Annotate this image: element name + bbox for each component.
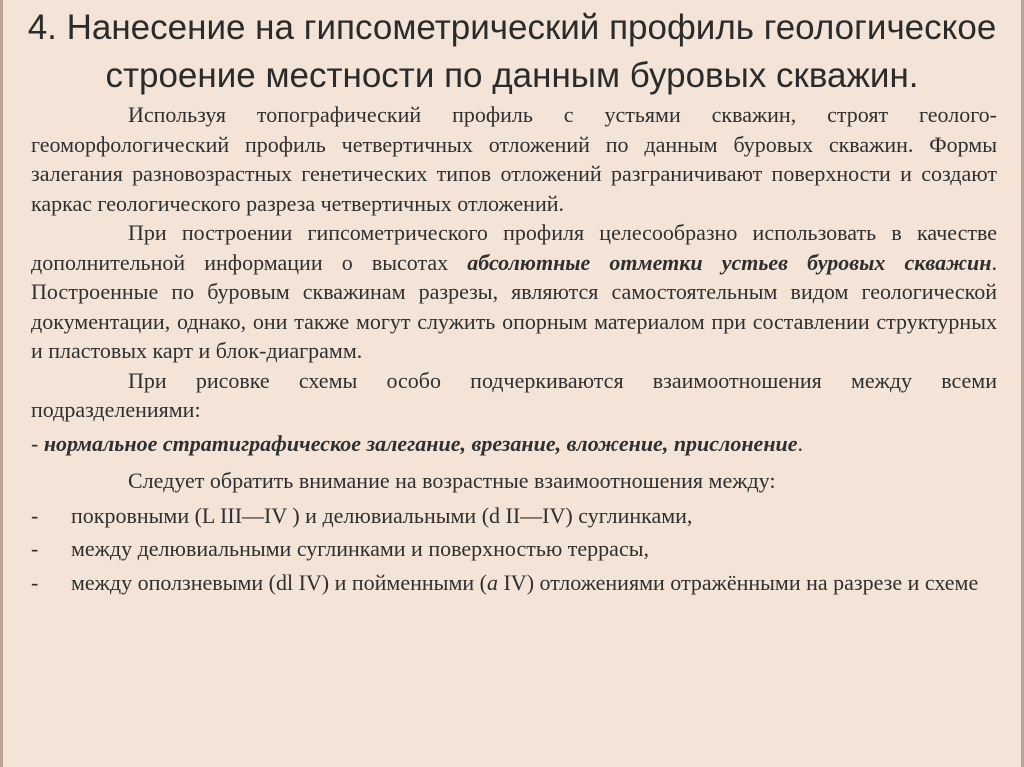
title-line-2: строение местности по данным буровых скважин. <box>105 56 919 95</box>
relations-period: . <box>797 430 804 456</box>
list-item-cover-loams <box>31 501 997 531</box>
list-dash: - <box>31 569 39 595</box>
list-item-terrace <box>31 534 997 564</box>
title-line-1: 4. Нанесение на гипсометрический профиль геологическое <box>27 8 997 47</box>
relations-emphasis: нормальное стратиграфическое залегание, врезание, вложение, прислонение <box>43 430 798 456</box>
paragraph-topographic-profile: Используя топографический профиль с устьями скважин, строят геолого-геоморфологический профиль четвертичных отложений по данным буровых скважин. Формы залегания разновозрастных генетических типов отложений разграничивают поверхности и создают каркас геологического разреза четвертичных отложений. <box>31 102 997 216</box>
paragraph-age-relations: Следует обратить внимание на возрастные взаимоотношения между: <box>128 468 776 493</box>
list-dash: - <box>31 502 39 528</box>
p2-emphasis: абсолютные отметки устьев буровых скважин <box>467 249 992 275</box>
list-item-landslide <box>31 568 997 598</box>
item3-end: IV) отложениями отражёнными на разрезе и схеме <box>497 569 979 595</box>
slide-body <box>31 100 997 597</box>
p2-text-end: . Построенные по буровым скважинам разрезы, являются самостоятельным видом геологической документации, однако, они также могут служить опорным материалом при составлении структурных и пластовых карт и блок-диаграмм. <box>31 249 997 363</box>
paragraph-hypsometric-profile <box>31 218 997 366</box>
list-item-text <box>71 568 997 598</box>
item3-start: между оползневыми (dl IV) и пойменными ( <box>71 569 487 595</box>
paragraph-scheme-drawing: При рисовке схемы особо подчеркиваются взаимоотношения между всеми подразделениями: <box>31 367 997 422</box>
relations-dash: - <box>31 430 44 456</box>
list-item-text: покровными (L III—IV ) и делювиальными (d II—IV) суглинками, <box>71 502 693 528</box>
p2-text-start: При построении гипсометрического профиля целесообразно использовать в качестве дополнительной информации о высотах <box>31 220 997 275</box>
slide-title <box>3 0 1021 100</box>
paragraph-relations-list <box>31 429 997 459</box>
list-item-text: между делювиальными суглинками и поверхностью террасы, <box>71 536 649 561</box>
item3-italic-index: a <box>486 569 498 595</box>
list-dash: - <box>31 536 39 561</box>
